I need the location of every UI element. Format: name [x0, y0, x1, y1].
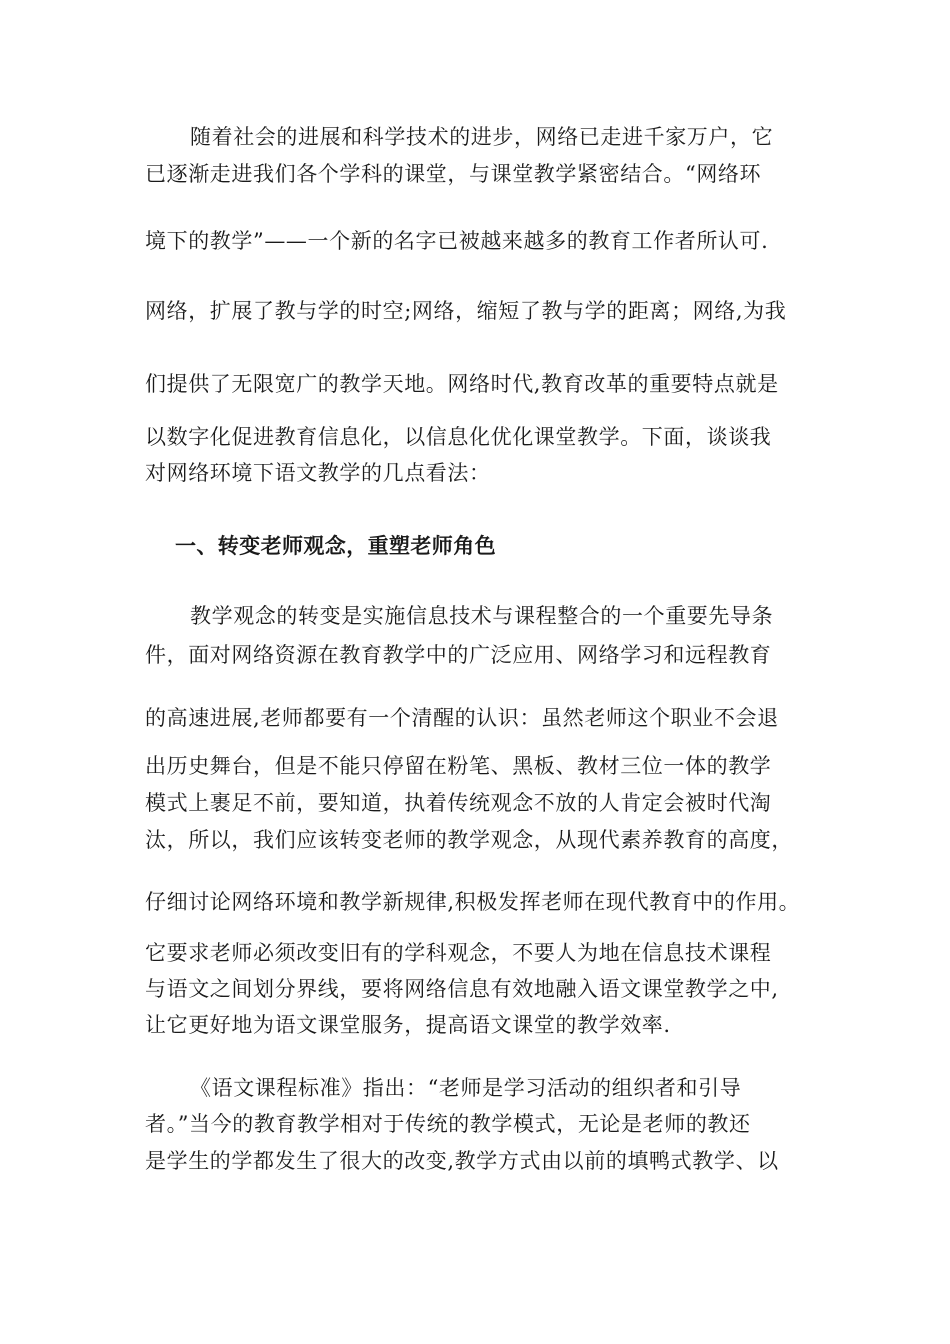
paragraph-2-line-9: 与语文之间划分界线，要将网络信息有效地融入语文课堂教学之中,	[145, 977, 779, 1001]
paragraph-3-line-3: 是学生的学都发生了很大的改变,教学方式由以前的填鸭式教学、以	[145, 1149, 779, 1173]
paragraph-2-line-1: 教学观念的转变是实施信息技术与课程整合的一个重要先导条	[190, 604, 774, 628]
paragraph-2-line-4: 出历史舞台，但是不能只停留在粉笔、黑板、教材三位一体的教学	[145, 754, 772, 778]
paragraph-1-line-3: 境下的教学”——一个新的名字已被越来越多的教育工作者所认可.	[145, 229, 769, 253]
paragraph-2-line-5: 模式上裹足不前，要知道，执着传统观念不放的人肯定会被时代淘	[145, 791, 772, 815]
paragraph-2-line-3: 的高速进展,老师都要有一个清醒的认识：虽然老师这个职业不会退	[145, 706, 779, 730]
paragraph-1-line-7: 对网络环境下语文教学的几点看法：	[145, 461, 491, 485]
paragraph-3-line-2: 者。”当今的教育教学相对于传统的教学模式，无论是老师的教还	[145, 1112, 751, 1136]
paragraph-3-line-1: 《语文课程标准》指出：“老师是学习活动的组织者和引导	[190, 1076, 742, 1100]
paragraph-2-line-6: 汰，所以，我们应该转变老师的教学观念，从现代素养教育的高度，	[145, 828, 793, 852]
paragraph-1-line-5: 们提供了无限宽广的教学天地。网络时代,教育改革的重要特点就是	[145, 372, 779, 396]
paragraph-2-line-7: 仔细讨论网络环境和教学新规律,积极发挥老师在现代教育中的作用。	[145, 890, 801, 914]
paragraph-1-line-6: 以数字化促进教育信息化，以信息化优化课堂教学。下面，谈谈我	[145, 425, 772, 449]
paragraph-2-line-2: 件，面对网络资源在教育教学中的广泛应用、网络学习和远程教育	[145, 643, 772, 667]
paragraph-1-line-1: 随着社会的进展和科学技术的进步，网络已走进千家万户，它	[190, 125, 774, 149]
paragraph-1-line-4: 网络，扩展了教与学的时空;网络，缩短了教与学的距离；网络,为我	[145, 299, 787, 323]
paragraph-2-line-10: 让它更好地为语文课堂服务，提高语文课堂的教学效率.	[145, 1013, 671, 1037]
section-heading-1: 一、转变老师观念，重塑老师角色	[175, 534, 496, 558]
paragraph-1-line-2: 已逐渐走进我们各个学科的课堂，与课堂教学紧密结合。“网络环	[145, 162, 762, 186]
paragraph-2-line-8: 它要求老师必须改变旧有的学科观念，不要人为地在信息技术课程	[145, 941, 772, 965]
